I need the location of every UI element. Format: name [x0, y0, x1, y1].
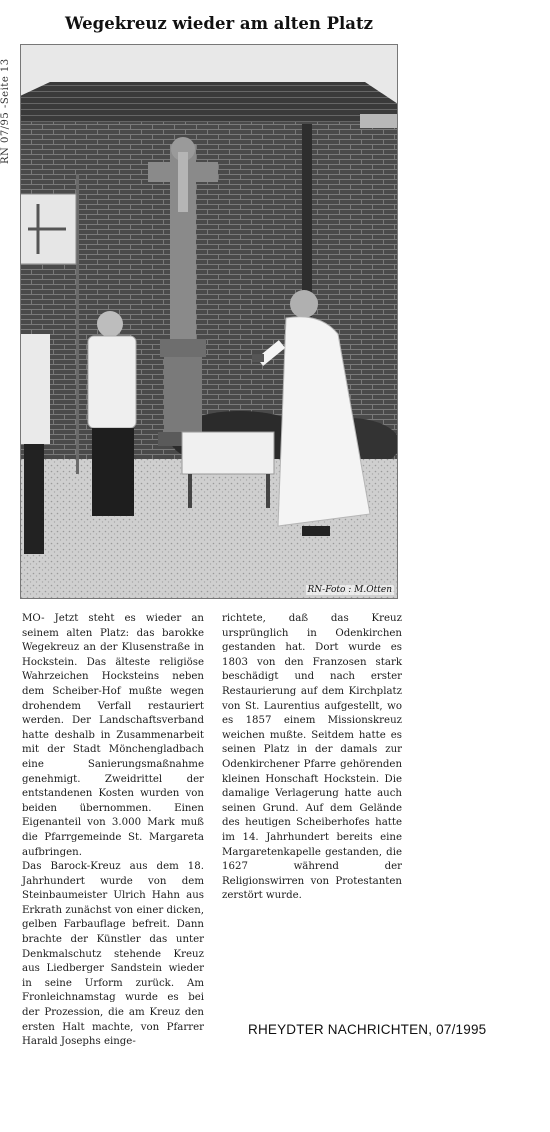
article-paragraph: Das Barock-Kreuz aus dem 18. Jahrhundert wurde von dem Steinbaumeister Ulrich Hahn aus Erkrath zunächst von einer dicken, gelben Farbauflage befreit. Dann brachte der Künstler das unter Denkmalschutz stehende Kreuz aus Liedberger Sandstein wieder in seine Urform zurück. Am Fronleichnamstag wurde es bei der Prozession, die am Kreuz den ersten Halt machte, von Pfarrer Harald Josephs einge-: [22, 861, 204, 1048]
article-headline: Wegekreuz wieder am alten Platz: [65, 14, 373, 33]
altar-server: [88, 311, 136, 516]
page-reference: RN 07/95 -Seite 13: [0, 58, 11, 164]
article-paragraph: richtete, daß das Kreuz ursprünglich in Odenkirchen gestanden hat. Dort wurde es 1803 von den Franzosen stark beschädigt und nach erster Restaurierung auf dem Kirchplatz von St. Laurentius aufgestellt, wo es 1857 einem Missionskreuz weichen mußte. Seitdem hatte es seinen Platz in der damals zur Odenkirchener Pfarre gehörenden kleinen Honschaft Hockstein. Die damalige Verlagerung hatte auch seinen Grund. Auf dem Gelände des heutigen Scheiberhofes hatte im 14. Jahrhundert bereits eine Margaretenkapelle gestanden, die 1627 während der Religionswirren von Protestanten zerstört wurde.: [222, 613, 402, 902]
article-column-left: [22, 612, 204, 1050]
photo-credit: RN-Foto : M.Otten: [307, 585, 392, 595]
photo-illustration: [20, 44, 398, 599]
article-column-right: [222, 612, 402, 904]
article-paragraph: MO- Jetzt steht es wieder an seinem alten Platz: das barokke Wegekreuz an der Klusenstraße in Hockstein. Das älteste religiöse Wahrzeichen Hocksteins neben dem Scheiber-Hof mußte wegen drohendem Verfall restauriert werden. Der Landschaftsverband hatte deshalb in Zusammenarbeit mit der Stadt Mönchengladbach eine Sanierungsmaßnahme genehmigt. Zweidrittel der entstandenen Kosten wurden von beiden übernommen. Einen Eigenanteil von 3.000 Mark muß die Pfarrgemeinde St. Margareta aufbringen.: [22, 613, 204, 858]
newspaper-source: RHEYDTER NACHRICHTEN, 07/1995: [248, 1022, 487, 1037]
roof: [20, 82, 398, 122]
article-photo: [20, 44, 398, 599]
